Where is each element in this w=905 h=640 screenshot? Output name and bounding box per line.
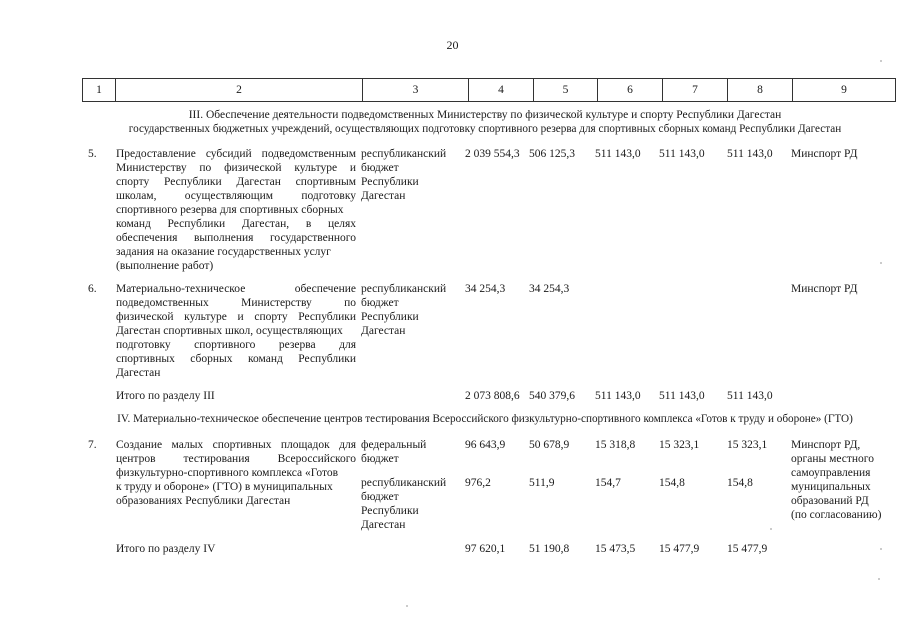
row-6-desc-line: Дагестан спортивных школ, осуществляющих	[116, 325, 343, 337]
row-6-desc-line: подготовку спортивного резерва для	[116, 339, 356, 351]
section-4-total: 97 620,1	[465, 543, 506, 555]
row-6-source-line: бюджет	[361, 297, 399, 309]
row-7-federal-year-1: 50 678,9	[529, 439, 570, 451]
section-3-year-3: 511 143,0	[659, 390, 705, 402]
header-col-6: 6	[598, 79, 663, 102]
row-5-year-3: 511 143,0	[659, 148, 705, 160]
row-6-executor: Минспорт РД	[791, 283, 858, 295]
row-7-republic-year-3: 154,8	[659, 477, 685, 489]
section-3-total: 2 073 808,6	[465, 390, 520, 402]
row-7-desc-line: Создание малых спортивных площадок для	[116, 439, 356, 451]
section-3-year-1: 540 379,6	[529, 390, 575, 402]
header-col-9: 9	[793, 79, 896, 102]
scan-speck	[878, 578, 880, 580]
row-5-desc-line: школам, осуществляющим подготовку	[116, 190, 356, 202]
row-6-source-line: Республики	[361, 311, 419, 323]
row-5-desc-line: спортивного резерва для спортивных сборных	[116, 204, 344, 216]
header-col-2: 2	[116, 79, 363, 102]
row-7-federal-year-2: 15 318,8	[595, 439, 636, 451]
header-col-4: 4	[469, 79, 534, 102]
section-3-year-2: 511 143,0	[595, 390, 641, 402]
section-4-year-3: 15 477,9	[659, 543, 700, 555]
row-5-year-4: 511 143,0	[727, 148, 773, 160]
row-6-total: 34 254,3	[465, 283, 506, 295]
section-4-year-4: 15 477,9	[727, 543, 768, 555]
scan-speck	[880, 60, 882, 62]
row-7-desc-line: центров тестирования Всероссийского	[116, 453, 356, 465]
row-7-republic-year-2: 154,7	[595, 477, 621, 489]
row-6-source-line: Дагестан	[361, 325, 406, 337]
row-7-federal-total: 96 643,9	[465, 439, 506, 451]
row-7-desc-line: образованиях Республики Дагестан	[116, 495, 291, 507]
header-col-1: 1	[83, 79, 116, 102]
row-5-desc-line: Министерству по физической культуре и	[116, 162, 356, 174]
row-6-desc-line: подведомственных Министерству по	[116, 297, 356, 309]
row-5-desc-line: обеспечения выполнения государственного	[116, 232, 356, 244]
row-5-desc-line: задания на оказание государственных услуг	[116, 246, 331, 258]
row-6-desc-line: Дагестан	[116, 367, 161, 379]
row-5-source-line: Республики	[361, 176, 419, 188]
section-3-title-line-2: государственных бюджетных учреждений, осуществляющих подготовку спортивного резерва для спортивных сборных команд Республики Дагестан	[128, 123, 842, 135]
section-3-total-label: Итого по разделу III	[116, 390, 215, 402]
row-7-federal-year-3: 15 323,1	[659, 439, 700, 451]
row-7-source-federal-line: федеральный	[361, 439, 427, 451]
row-5-desc-line: спорту Республики Дагестан спортивным	[116, 176, 356, 188]
section-4-year-1: 51 190,8	[529, 543, 570, 555]
row-6-desc-line: физической культуре и спорту Республики	[116, 311, 356, 323]
row-5-source-line: Дагестан	[361, 190, 406, 202]
row-5-year-1: 506 125,3	[529, 148, 575, 160]
row-7-executor-line: муниципальных	[791, 481, 871, 493]
row-5-desc-line: Предоставление субсидий подведомственным	[116, 148, 356, 160]
row-5-year-2: 511 143,0	[595, 148, 641, 160]
row-5-executor: Минспорт РД	[791, 148, 858, 160]
row-6-number: 6.	[88, 283, 97, 295]
scan-speck	[406, 605, 408, 607]
row-5-total: 2 039 554,3	[465, 148, 520, 160]
row-6-source-line: республиканский	[361, 283, 447, 295]
row-6-year-1: 34 254,3	[529, 283, 570, 295]
section-4-total-label: Итого по разделу IV	[116, 543, 216, 555]
row-6-desc-line: Материально-техническое обеспечение	[116, 283, 356, 295]
row-5-source-line: республиканский	[361, 148, 447, 160]
section-3-year-4: 511 143,0	[727, 390, 773, 402]
row-7-source-republic-line: Дагестан	[361, 519, 406, 531]
row-7-republic-year-1: 511,9	[529, 477, 555, 489]
scan-speck	[880, 262, 882, 264]
column-number-header	[82, 78, 896, 102]
row-7-source-republic-line: республиканский	[361, 477, 447, 489]
row-7-desc-line: физкультурно-спортивного комплекса «Готов	[116, 467, 339, 479]
row-7-executor-line: Минспорт РД,	[791, 439, 861, 451]
row-7-number: 7.	[88, 439, 97, 451]
header-col-8: 8	[728, 79, 793, 102]
section-3-title-line-1: III. Обеспечение деятельности подведомственных Министерству по физической культуре и спорту Республики Дагестан	[188, 109, 782, 121]
row-5-number: 5.	[88, 148, 97, 160]
header-col-3: 3	[363, 79, 469, 102]
row-7-source-federal-line: бюджет	[361, 453, 399, 465]
row-7-source-republic-line: бюджет	[361, 491, 399, 503]
row-7-desc-line: к труду и обороне» (ГТО) в муниципальных	[116, 481, 333, 493]
row-7-republic-total: 976,2	[465, 477, 491, 489]
row-7-executor-line: самоуправления	[791, 467, 871, 479]
page-number: 20	[446, 38, 459, 52]
header-col-7: 7	[663, 79, 728, 102]
scan-speck	[880, 548, 882, 550]
row-7-executor-line: образований РД	[791, 495, 869, 507]
row-7-executor-line: (по согласованию)	[791, 509, 882, 521]
section-4-year-2: 15 473,5	[595, 543, 636, 555]
section-4-title: IV. Материально-техническое обеспечение центров тестирования Всероссийского физкультурно-спортивного комплекса «Готов к труду и обороне» (ГТО)	[117, 413, 853, 425]
row-5-desc-line: (выполнение работ)	[116, 260, 214, 272]
row-5-source-line: бюджет	[361, 162, 399, 174]
row-7-federal-year-4: 15 323,1	[727, 439, 768, 451]
header-col-5: 5	[534, 79, 598, 102]
row-7-republic-year-4: 154,8	[727, 477, 753, 489]
scan-speck	[770, 528, 772, 530]
row-7-executor-line: органы местного	[791, 453, 874, 465]
row-6-desc-line: спортивных сборных команд Республики	[116, 353, 356, 365]
row-7-source-republic-line: Республики	[361, 505, 419, 517]
row-5-desc-line: команд Республики Дагестан, в целях	[116, 218, 356, 230]
